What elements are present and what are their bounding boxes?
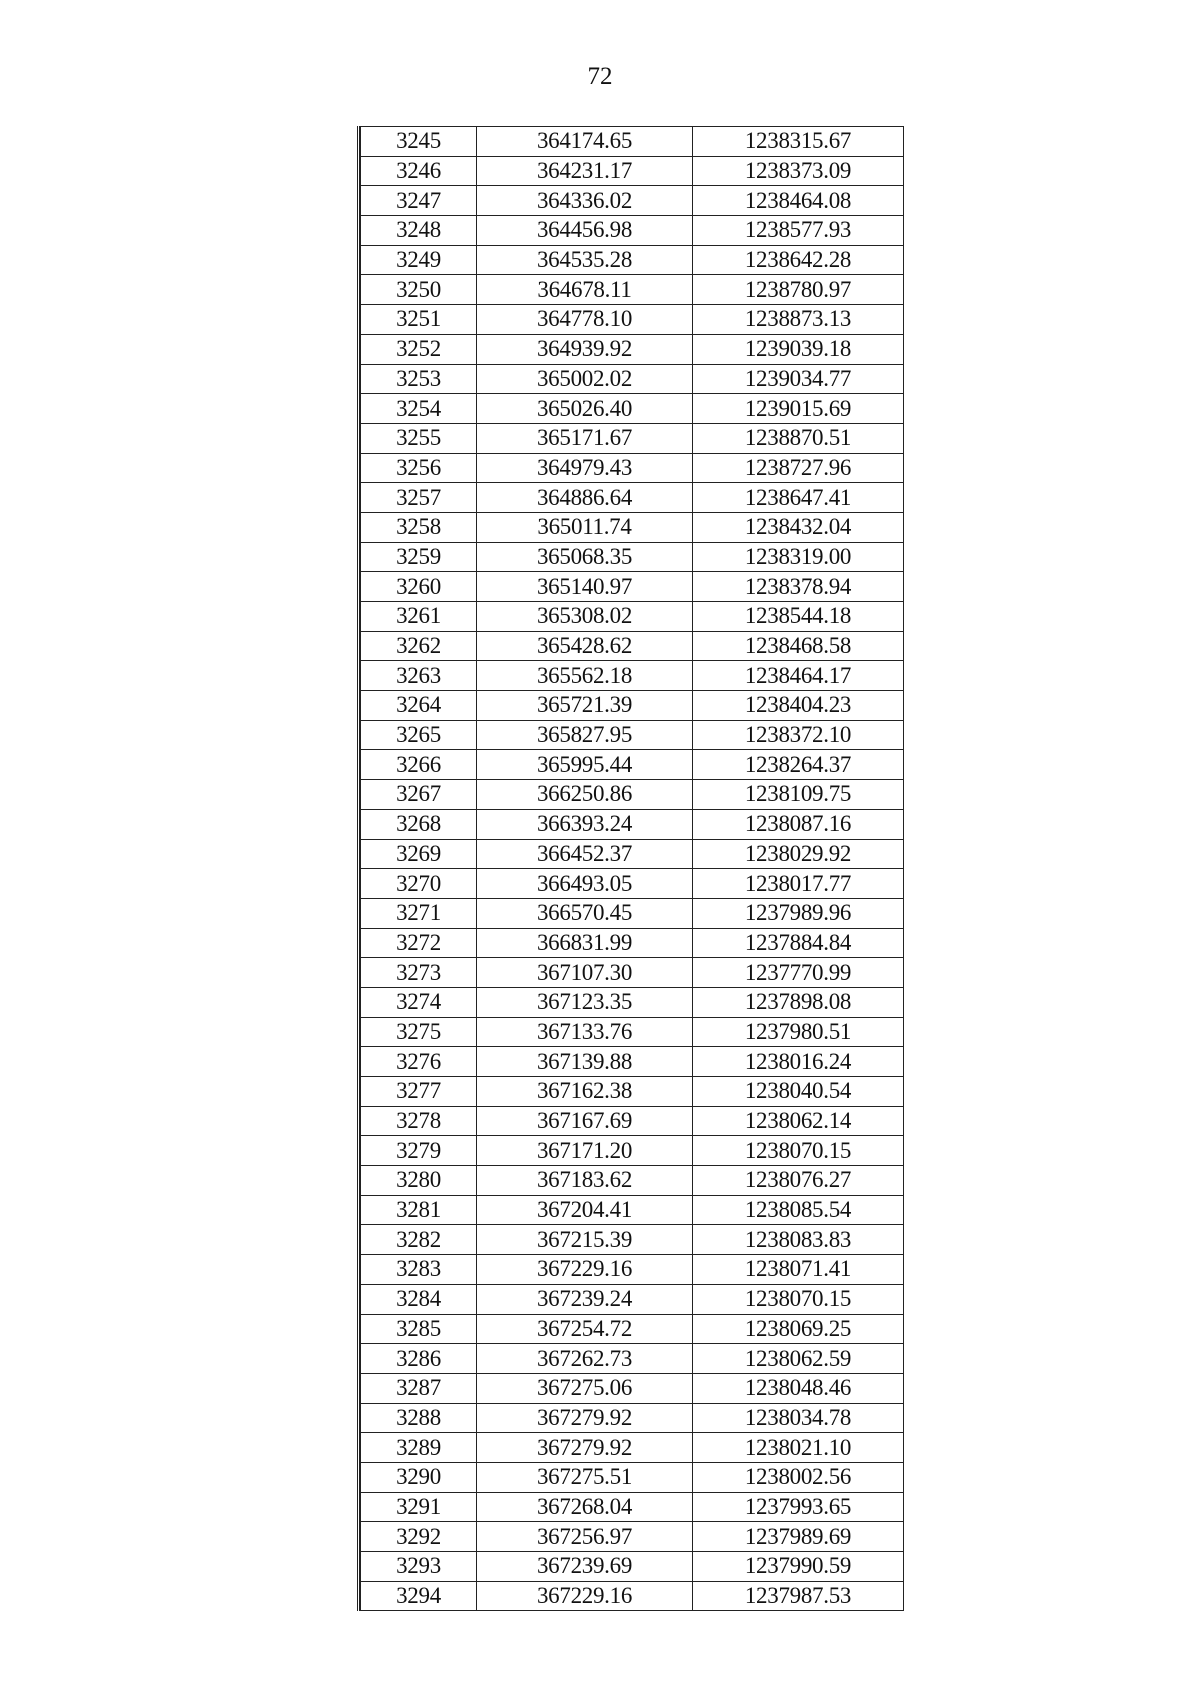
table-row [361,334,904,364]
x-coordinate-cell: 367183.62 [477,1166,693,1196]
point-number-cell: 3281 [361,1195,477,1225]
table-row [361,602,904,632]
x-coordinate-cell: 367275.06 [477,1373,693,1403]
x-coordinate-cell: 367279.92 [477,1433,693,1463]
table-row [361,1017,904,1047]
x-coordinate-cell: 364979.43 [477,453,693,483]
table-row [361,1433,904,1463]
point-number-cell: 3293 [361,1552,477,1582]
point-number-cell: 3283 [361,1255,477,1285]
point-number-cell: 3251 [361,305,477,335]
x-coordinate-cell: 365002.02 [477,364,693,394]
coordinates-table [360,126,904,1611]
table-row [361,1492,904,1522]
point-number-cell: 3278 [361,1106,477,1136]
y-coordinate-cell: 1238319.00 [693,542,904,572]
y-coordinate-cell: 1238016.24 [693,1047,904,1077]
x-coordinate-cell: 366493.05 [477,869,693,899]
point-number-cell: 3245 [361,127,477,157]
table-row [361,1552,904,1582]
table-row [361,661,904,691]
table-row [361,1106,904,1136]
x-coordinate-cell: 365827.95 [477,720,693,750]
point-number-cell: 3272 [361,928,477,958]
point-number-cell: 3250 [361,275,477,305]
point-number-cell: 3270 [361,869,477,899]
table-row [361,245,904,275]
x-coordinate-cell: 366452.37 [477,839,693,869]
table-row [361,1344,904,1374]
y-coordinate-cell: 1238464.08 [693,186,904,216]
point-number-cell: 3294 [361,1581,477,1611]
x-coordinate-cell: 367268.04 [477,1492,693,1522]
point-number-cell: 3275 [361,1017,477,1047]
table-row [361,928,904,958]
table-row [361,1314,904,1344]
table-row [361,780,904,810]
point-number-cell: 3257 [361,483,477,513]
table-row [361,275,904,305]
y-coordinate-cell: 1238373.09 [693,156,904,186]
table-row [361,186,904,216]
table-row [361,1522,904,1552]
x-coordinate-cell: 367262.73 [477,1344,693,1374]
y-coordinate-cell: 1238873.13 [693,305,904,335]
y-coordinate-cell: 1238577.93 [693,216,904,246]
point-number-cell: 3249 [361,245,477,275]
y-coordinate-cell: 1238647.41 [693,483,904,513]
y-coordinate-cell: 1237980.51 [693,1017,904,1047]
table-row [361,156,904,186]
x-coordinate-cell: 367239.69 [477,1552,693,1582]
y-coordinate-cell: 1238083.83 [693,1225,904,1255]
table-row [361,483,904,513]
y-coordinate-cell: 1238468.58 [693,631,904,661]
x-coordinate-cell: 367279.92 [477,1403,693,1433]
y-coordinate-cell: 1237989.96 [693,898,904,928]
point-number-cell: 3292 [361,1522,477,1552]
point-number-cell: 3280 [361,1166,477,1196]
y-coordinate-cell: 1237884.84 [693,928,904,958]
x-coordinate-cell: 365721.39 [477,691,693,721]
coordinates-table-container [357,126,906,1611]
coordinates-table-body [361,127,904,1611]
point-number-cell: 3258 [361,512,477,542]
table-row [361,1581,904,1611]
table-row [361,898,904,928]
y-coordinate-cell: 1237989.69 [693,1522,904,1552]
x-coordinate-cell: 364174.65 [477,127,693,157]
x-coordinate-cell: 367133.76 [477,1017,693,1047]
table-row [361,423,904,453]
y-coordinate-cell: 1238372.10 [693,720,904,750]
x-coordinate-cell: 367256.97 [477,1522,693,1552]
y-coordinate-cell: 1237987.53 [693,1581,904,1611]
y-coordinate-cell: 1238870.51 [693,423,904,453]
point-number-cell: 3287 [361,1373,477,1403]
point-number-cell: 3254 [361,394,477,424]
x-coordinate-cell: 365428.62 [477,631,693,661]
x-coordinate-cell: 367204.41 [477,1195,693,1225]
x-coordinate-cell: 364939.92 [477,334,693,364]
x-coordinate-cell: 365995.44 [477,750,693,780]
table-row [361,1225,904,1255]
x-coordinate-cell: 365068.35 [477,542,693,572]
point-number-cell: 3269 [361,839,477,869]
table-row [361,809,904,839]
table-row [361,631,904,661]
point-number-cell: 3260 [361,572,477,602]
table-row [361,1047,904,1077]
table-row [361,305,904,335]
table-row [361,1403,904,1433]
point-number-cell: 3276 [361,1047,477,1077]
point-number-cell: 3252 [361,334,477,364]
y-coordinate-cell: 1238021.10 [693,1433,904,1463]
point-number-cell: 3265 [361,720,477,750]
y-coordinate-cell: 1237993.65 [693,1492,904,1522]
x-coordinate-cell: 364336.02 [477,186,693,216]
x-coordinate-cell: 364678.11 [477,275,693,305]
x-coordinate-cell: 367107.30 [477,958,693,988]
table-row [361,750,904,780]
x-coordinate-cell: 367167.69 [477,1106,693,1136]
table-row [361,1284,904,1314]
y-coordinate-cell: 1239039.18 [693,334,904,364]
y-coordinate-cell: 1238070.15 [693,1136,904,1166]
y-coordinate-cell: 1238544.18 [693,602,904,632]
point-number-cell: 3290 [361,1462,477,1492]
table-row [361,1195,904,1225]
x-coordinate-cell: 365011.74 [477,512,693,542]
x-coordinate-cell: 367239.24 [477,1284,693,1314]
table-row [361,572,904,602]
x-coordinate-cell: 364778.10 [477,305,693,335]
y-coordinate-cell: 1238076.27 [693,1166,904,1196]
x-coordinate-cell: 365026.40 [477,394,693,424]
point-number-cell: 3248 [361,216,477,246]
y-coordinate-cell: 1238017.77 [693,869,904,899]
table-row [361,839,904,869]
y-coordinate-cell: 1238040.54 [693,1077,904,1107]
point-number-cell: 3289 [361,1433,477,1463]
y-coordinate-cell: 1238727.96 [693,453,904,483]
table-row [361,958,904,988]
point-number-cell: 3266 [361,750,477,780]
point-number-cell: 3255 [361,423,477,453]
y-coordinate-cell: 1238404.23 [693,691,904,721]
x-coordinate-cell: 367162.38 [477,1077,693,1107]
y-coordinate-cell: 1237898.08 [693,987,904,1017]
x-coordinate-cell: 366393.24 [477,809,693,839]
table-row [361,127,904,157]
table-row [361,1136,904,1166]
table-row [361,987,904,1017]
table-row [361,1462,904,1492]
y-coordinate-cell: 1238642.28 [693,245,904,275]
x-coordinate-cell: 366570.45 [477,898,693,928]
point-number-cell: 3285 [361,1314,477,1344]
page-number: 72 [587,63,613,90]
point-number-cell: 3267 [361,780,477,810]
y-coordinate-cell: 1238315.67 [693,127,904,157]
y-coordinate-cell: 1238034.78 [693,1403,904,1433]
x-coordinate-cell: 365562.18 [477,661,693,691]
table-row [361,364,904,394]
point-number-cell: 3274 [361,987,477,1017]
y-coordinate-cell: 1238109.75 [693,780,904,810]
point-number-cell: 3288 [361,1403,477,1433]
y-coordinate-cell: 1238432.04 [693,512,904,542]
y-coordinate-cell: 1238029.92 [693,839,904,869]
x-coordinate-cell: 367254.72 [477,1314,693,1344]
table-row [361,1255,904,1285]
x-coordinate-cell: 367215.39 [477,1225,693,1255]
table-row [361,1373,904,1403]
y-coordinate-cell: 1237770.99 [693,958,904,988]
table-row [361,720,904,750]
x-coordinate-cell: 367275.51 [477,1462,693,1492]
x-coordinate-cell: 364886.64 [477,483,693,513]
y-coordinate-cell: 1238264.37 [693,750,904,780]
point-number-cell: 3253 [361,364,477,394]
x-coordinate-cell: 364231.17 [477,156,693,186]
y-coordinate-cell: 1239015.69 [693,394,904,424]
y-coordinate-cell: 1238069.25 [693,1314,904,1344]
point-number-cell: 3291 [361,1492,477,1522]
table-row [361,691,904,721]
table-row [361,453,904,483]
table-row [361,216,904,246]
y-coordinate-cell: 1238780.97 [693,275,904,305]
x-coordinate-cell: 365171.67 [477,423,693,453]
y-coordinate-cell: 1238048.46 [693,1373,904,1403]
point-number-cell: 3247 [361,186,477,216]
y-coordinate-cell: 1238378.94 [693,572,904,602]
table-row [361,869,904,899]
x-coordinate-cell: 365308.02 [477,602,693,632]
x-coordinate-cell: 367139.88 [477,1047,693,1077]
x-coordinate-cell: 367229.16 [477,1255,693,1285]
table-row [361,394,904,424]
point-number-cell: 3262 [361,631,477,661]
point-number-cell: 3273 [361,958,477,988]
point-number-cell: 3261 [361,602,477,632]
table-row [361,542,904,572]
y-coordinate-cell: 1238002.56 [693,1462,904,1492]
point-number-cell: 3277 [361,1077,477,1107]
y-coordinate-cell: 1238071.41 [693,1255,904,1285]
point-number-cell: 3282 [361,1225,477,1255]
y-coordinate-cell: 1238464.17 [693,661,904,691]
point-number-cell: 3286 [361,1344,477,1374]
x-coordinate-cell: 366250.86 [477,780,693,810]
y-coordinate-cell: 1238070.15 [693,1284,904,1314]
table-row [361,512,904,542]
table-row [361,1166,904,1196]
point-number-cell: 3268 [361,809,477,839]
x-coordinate-cell: 364456.98 [477,216,693,246]
point-number-cell: 3284 [361,1284,477,1314]
y-coordinate-cell: 1238062.59 [693,1344,904,1374]
y-coordinate-cell: 1239034.77 [693,364,904,394]
y-coordinate-cell: 1238062.14 [693,1106,904,1136]
y-coordinate-cell: 1238085.54 [693,1195,904,1225]
point-number-cell: 3256 [361,453,477,483]
point-number-cell: 3259 [361,542,477,572]
point-number-cell: 3263 [361,661,477,691]
x-coordinate-cell: 367171.20 [477,1136,693,1166]
table-row [361,1077,904,1107]
point-number-cell: 3246 [361,156,477,186]
x-coordinate-cell: 367123.35 [477,987,693,1017]
x-coordinate-cell: 364535.28 [477,245,693,275]
x-coordinate-cell: 365140.97 [477,572,693,602]
y-coordinate-cell: 1237990.59 [693,1552,904,1582]
y-coordinate-cell: 1238087.16 [693,809,904,839]
x-coordinate-cell: 367229.16 [477,1581,693,1611]
point-number-cell: 3279 [361,1136,477,1166]
x-coordinate-cell: 366831.99 [477,928,693,958]
point-number-cell: 3271 [361,898,477,928]
point-number-cell: 3264 [361,691,477,721]
